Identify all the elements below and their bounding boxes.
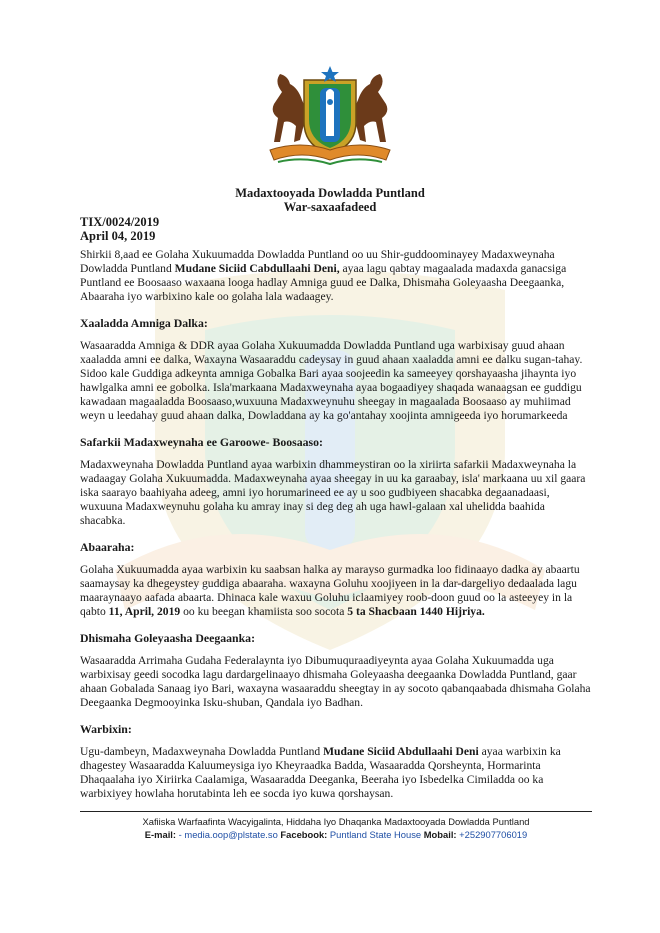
president-name-2: Mudane Siciid Abdullaahi Deni bbox=[323, 745, 479, 758]
section-body-security: Wasaaradda Amniga & DDR ayaa Golaha Xukuumadda Dowladda Puntland uga warbixisay guud ahaan xaaladda amni ee dalka, Waxayna Wasaaraddu cadeysay in guud ahaan xaaladda amni ee dalku sugan-tahay. Sidoo kale Guddiga adkeynta amniga Gobalka Bari ayaa soojeedin ka sameeyey qorshayaasha jihaynta iyo hawlgalka amni ee gobolka. Isla'markaana Madaxweynaha ayaa bogaadiyey shaqada wanaagsan ee guddigu kawadaan magaaladda Boosaaso,wuxuuna Madaxweynuhu sheegay in magaalada Boosaaso ay muhiimad weyn u leedahay guud ahaan dalka, Dowladdana ay ka go'antahay xoojinta amnigeeda iyo horumarkeeda bbox=[80, 339, 583, 422]
puntland-crest-logo bbox=[264, 62, 396, 170]
office-title: Madaxtooyada Dowladda Puntland bbox=[235, 186, 425, 200]
reference-block bbox=[80, 215, 159, 243]
right-horse-icon bbox=[354, 74, 387, 142]
intro-paragraph bbox=[80, 248, 592, 304]
email-link[interactable]: - media.oop@plstate.so bbox=[178, 829, 278, 840]
left-horse-icon bbox=[273, 74, 306, 142]
drought-text: Golaha Xukuumadda ayaa warbixin ku saabsan halka ay marayso gurmadka loo fidinaayo dadka ay abaartu saamaysay ka dhegeystey guddiga abaaraha. waxayna Goluhu xoojiyeen in la dar-dargeliyo dedaalada lagu maaraynaayo aafada abaarta. Dhinaca kale waxuu Goluhu iclaamiyey roob-doon guud oo la asteeyey in la qabto bbox=[80, 563, 580, 618]
section-heading-security: Xaaladda Amniga Dalka: bbox=[80, 316, 208, 330]
press-release-body bbox=[80, 248, 592, 813]
report-text: Ugu-dambeyn, Madaxweynaha Dowladda Puntland bbox=[80, 745, 324, 758]
hijri-date: 5 ta Shacbaan 1440 Hijriya. bbox=[347, 605, 485, 618]
footer bbox=[80, 815, 592, 841]
footer-divider bbox=[80, 811, 592, 812]
section-heading-trip: Safarkii Madaxweynaha ee Garoowe- Boosaaso: bbox=[80, 435, 323, 449]
document-type: War-saxaafadeed bbox=[283, 200, 377, 214]
mobile-label: Mobail: bbox=[423, 829, 457, 840]
section-body-report bbox=[80, 745, 592, 801]
letterhead bbox=[0, 186, 660, 214]
footer-contacts bbox=[80, 828, 592, 841]
prayer-date: 11, April, 2019 bbox=[108, 605, 181, 618]
president-name: Mudane Siciid Cabdullaahi Deni, bbox=[174, 262, 340, 275]
intro-text: Shirkii 8,aad ee Golaha Xukuumadda Dowladda Puntland oo uu Shir-guddoominayey Madaxweynaha Dowladda Puntland bbox=[80, 248, 555, 275]
drought-text-cont: oo ku beegan khamiista soo socota bbox=[180, 605, 348, 618]
document-date: April 04, 2019 bbox=[80, 229, 156, 243]
footer-office: Xafiiska Warfaafinta Wacyigalinta, Hiddaha Iyo Dhaqanka Madaxtooyada Dowladda Puntland bbox=[142, 816, 530, 827]
mobile-number[interactable]: +252907706019 bbox=[459, 829, 528, 840]
report-text-cont: ayaa warbixin ka dhagestey Wasaaradda Kaluumeysiga iyo Kheyraadka Badda, Wasaaradda Qorsheynta, Hormarinta Dhaqaalaha iyo Xiriirka Caalamiga, Wasaaradda Deeganka, Beeraha iyo Isbedelka Cimiladda oo ka warbixiyey howlaha horutabinta leh ee socda iyo kuwa qorshaysan. bbox=[80, 745, 561, 800]
reference-number: TIX/0024/2019 bbox=[80, 215, 160, 229]
section-heading-report: Warbixin: bbox=[80, 722, 132, 736]
email-label: E-mail: bbox=[144, 829, 177, 840]
intro-text-cont: ayaa lagu qabtay magaalada madaxda ganacsiga Puntland ee Boosaaso waxaana looga hadlay Amniga guud ee Dalka, Dhismaha Goleyaasha Deegaanka, Abaaraha iyo warbixino kale oo golaha lala wadaagey. bbox=[80, 262, 567, 303]
facebook-label: Facebook: bbox=[280, 829, 328, 840]
section-heading-councils: Dhismaha Goleyaasha Deegaanka: bbox=[80, 631, 256, 645]
section-heading-drought: Abaaraha: bbox=[80, 540, 135, 554]
facebook-link[interactable]: Puntland State House bbox=[329, 829, 422, 840]
section-body-drought bbox=[80, 563, 592, 619]
section-body-councils: Wasaaradda Arrimaha Gudaha Federalaynta iyo Dibumuquraadiyeynta ayaa Golaha Xukuumadda uga warbixisay geedi socodka lagu dardargelinaayo dhismaha Goleyaasha deegaanka Dowladda Puntland, gaar ahaan Gobalada Sanaag iyo Bari, waxayna wasaaraddu sheegtay in ay socoto qabanqaabada dhismaha Golaha Deegaanka Degmooyinka Isku-shuban, Qandala iyo Badhan. bbox=[80, 654, 591, 709]
section-body-trip: Madaxweynaha Dowladda Puntland ayaa warbixin dhammeystiran oo la xiriirta safarkii Madaxweynaha la wadaagay Golaha Xukuumadda. Madaxweynaha ayaa sheegay in uu ka garaabay, isla' markaana uu xil gaara iska saarayo baahiyaha adeeg, amni iyo horumarineed ee ay u soo gudbiyeen shacabka degaanadaasi, wuxuuna Madaxweynuhu golaha ku amray inay si deg deg ah uga hawl-galaan xal uhelidda baahida shacabka. bbox=[80, 458, 586, 527]
